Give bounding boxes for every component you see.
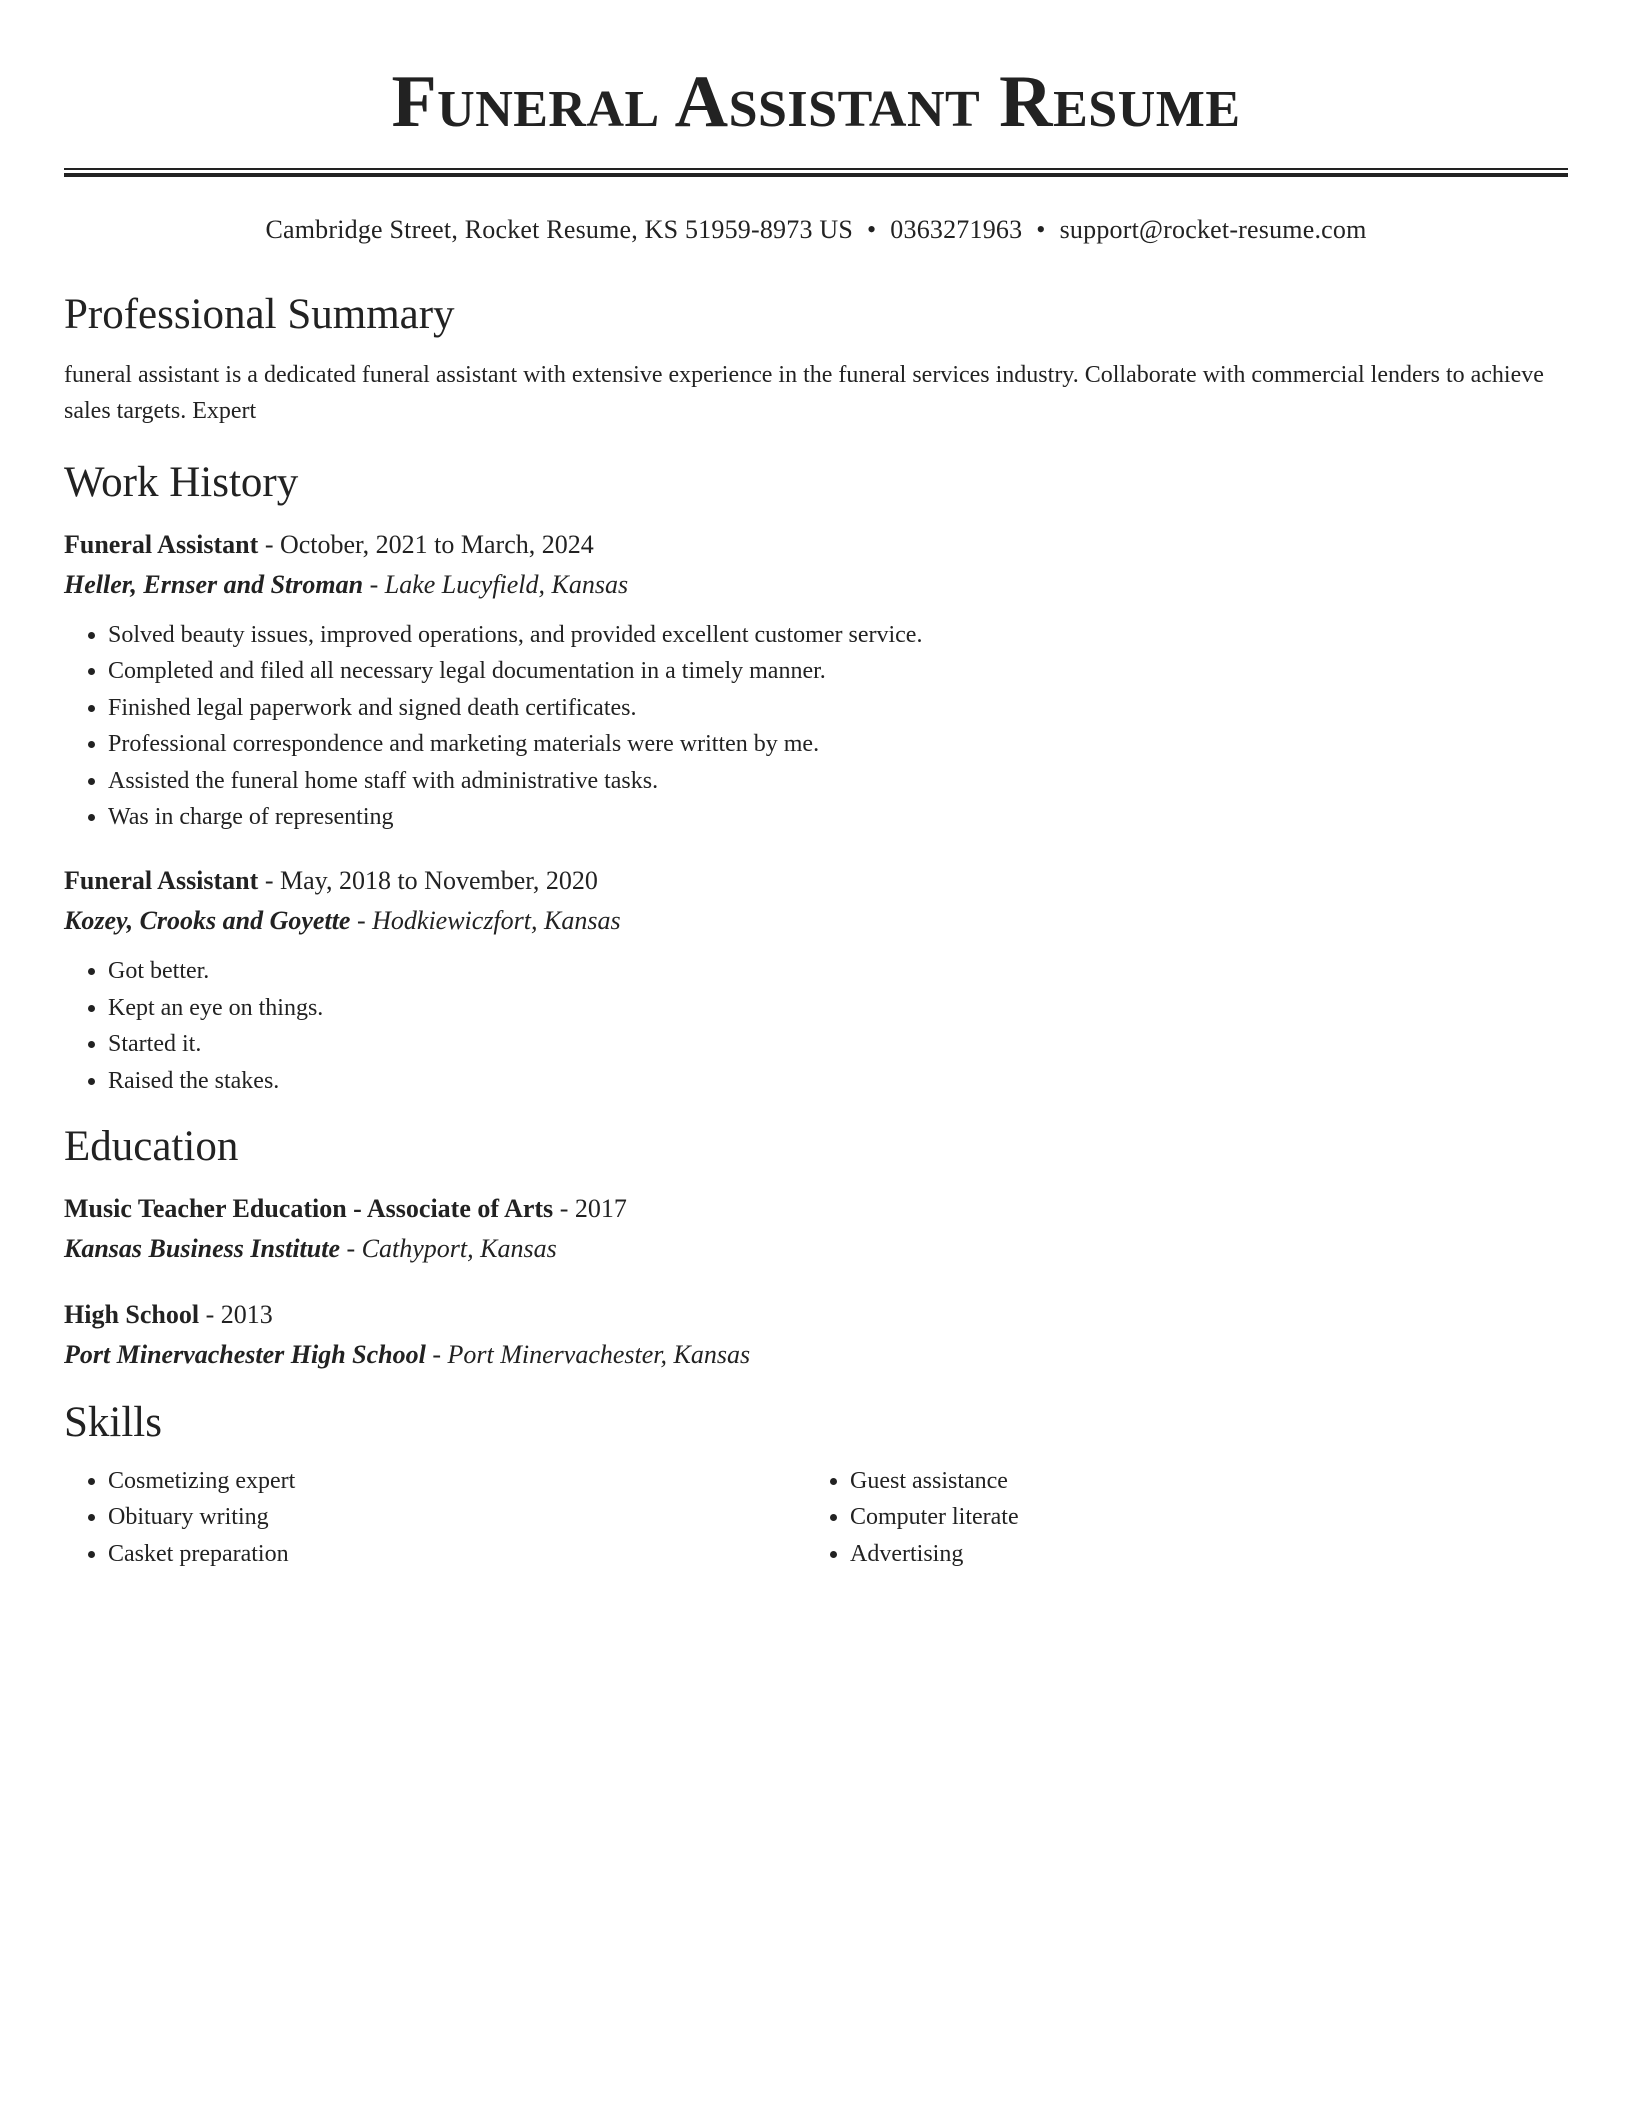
education-school-line bbox=[64, 1335, 1568, 1375]
education-location: - Cathyport, Kansas bbox=[340, 1234, 557, 1264]
skill-item: • Cosmetizing expert bbox=[108, 1463, 806, 1499]
job-duty: • Professional correspondence and marketing materials were written by me. bbox=[108, 726, 1568, 762]
summary-text: funeral assistant is a dedicated funeral assistant with extensive experience in the funeral services industry. Collaborate with commercial lenders to achieve sales targets. Expert bbox=[64, 362, 1544, 424]
job-duty: • Assisted the funeral home staff with administrative tasks. bbox=[108, 763, 1568, 799]
job-duties-list bbox=[64, 953, 1568, 1099]
job-company-line bbox=[64, 565, 1568, 605]
job-duty: • Finished legal paperwork and signed death certificates. bbox=[108, 690, 1568, 726]
job-entry bbox=[64, 525, 1568, 835]
skill-item: • Casket preparation bbox=[108, 1536, 806, 1572]
contact-separator: • bbox=[866, 215, 877, 244]
skill-item: • Advertising bbox=[850, 1536, 1548, 1572]
contact-email: support@rocket-resume.com bbox=[1059, 215, 1367, 244]
job-duty: • Started it. bbox=[108, 1026, 1568, 1062]
contact-address: Cambridge Street, Rocket Resume, KS 51959-8973 US bbox=[265, 215, 853, 244]
skills-heading: Skills bbox=[64, 1399, 162, 1447]
summary-heading: Professional Summary bbox=[64, 291, 455, 338]
job-dates: - May, 2018 to November, 2020 bbox=[258, 866, 598, 896]
education-degree-line bbox=[64, 1189, 1568, 1229]
contact-separator: • bbox=[1036, 215, 1046, 244]
education-school-line bbox=[64, 1229, 1568, 1269]
job-location: - Lake Lucyfield, Kansas bbox=[363, 570, 629, 599]
job-location: - Hodkiewiczfort, Kansas bbox=[350, 906, 621, 936]
job-duty: • Was in charge of representing bbox=[108, 799, 1568, 835]
job-title: Funeral Assistant bbox=[64, 866, 259, 896]
skills-list-right bbox=[806, 1463, 1548, 1572]
job-entry bbox=[64, 861, 1568, 1099]
education-degree: High School bbox=[64, 1300, 200, 1330]
job-duty: • Got better. bbox=[108, 953, 1568, 989]
job-duty: • Solved beauty issues, improved operations, and provided excellent customer service. bbox=[108, 617, 1568, 653]
skill-item: • Guest assistance bbox=[850, 1463, 1548, 1499]
job-title: Funeral Assistant bbox=[64, 530, 259, 559]
job-dates: - October, 2021 to March, 2024 bbox=[258, 530, 594, 559]
skill-item: • Computer literate bbox=[850, 1499, 1548, 1535]
education-location: - Port Minervachester, Kansas bbox=[425, 1340, 751, 1370]
education-entry bbox=[64, 1295, 1568, 1375]
education-year: - 2013 bbox=[199, 1300, 273, 1330]
job-company: Kozey, Crooks and Goyette bbox=[64, 906, 351, 936]
job-duty: • Completed and filed all necessary legal documentation in a timely manner. bbox=[108, 653, 1568, 689]
contact-phone: 0363271963 bbox=[890, 215, 1023, 244]
education-school: Port Minervachester High School bbox=[64, 1340, 426, 1370]
job-title-line bbox=[64, 525, 1568, 565]
contact-line bbox=[64, 213, 1568, 247]
education-school: Kansas Business Institute bbox=[64, 1234, 341, 1264]
work-history-heading: Work History bbox=[64, 459, 299, 506]
skills-list-left bbox=[64, 1463, 806, 1572]
job-duty: • Raised the stakes. bbox=[108, 1063, 1568, 1099]
job-company: Heller, Ernser and Stroman bbox=[64, 570, 364, 599]
job-duties-list bbox=[64, 617, 1568, 835]
job-duty: • Kept an eye on things. bbox=[108, 990, 1568, 1026]
education-degree: Music Teacher Education - Associate of Arts bbox=[64, 1194, 554, 1224]
education-degree-line bbox=[64, 1295, 1568, 1335]
skills-columns bbox=[64, 1463, 1568, 1572]
job-title-line bbox=[64, 861, 1568, 901]
title-divider bbox=[64, 168, 1568, 177]
skill-item: • Obituary writing bbox=[108, 1499, 806, 1535]
education-year: - 2017 bbox=[553, 1194, 627, 1224]
education-entry bbox=[64, 1189, 1568, 1269]
education-heading: Education bbox=[64, 1123, 239, 1171]
resume-title: Funeral Assistant Resume bbox=[391, 61, 1241, 143]
job-company-line bbox=[64, 901, 1568, 941]
